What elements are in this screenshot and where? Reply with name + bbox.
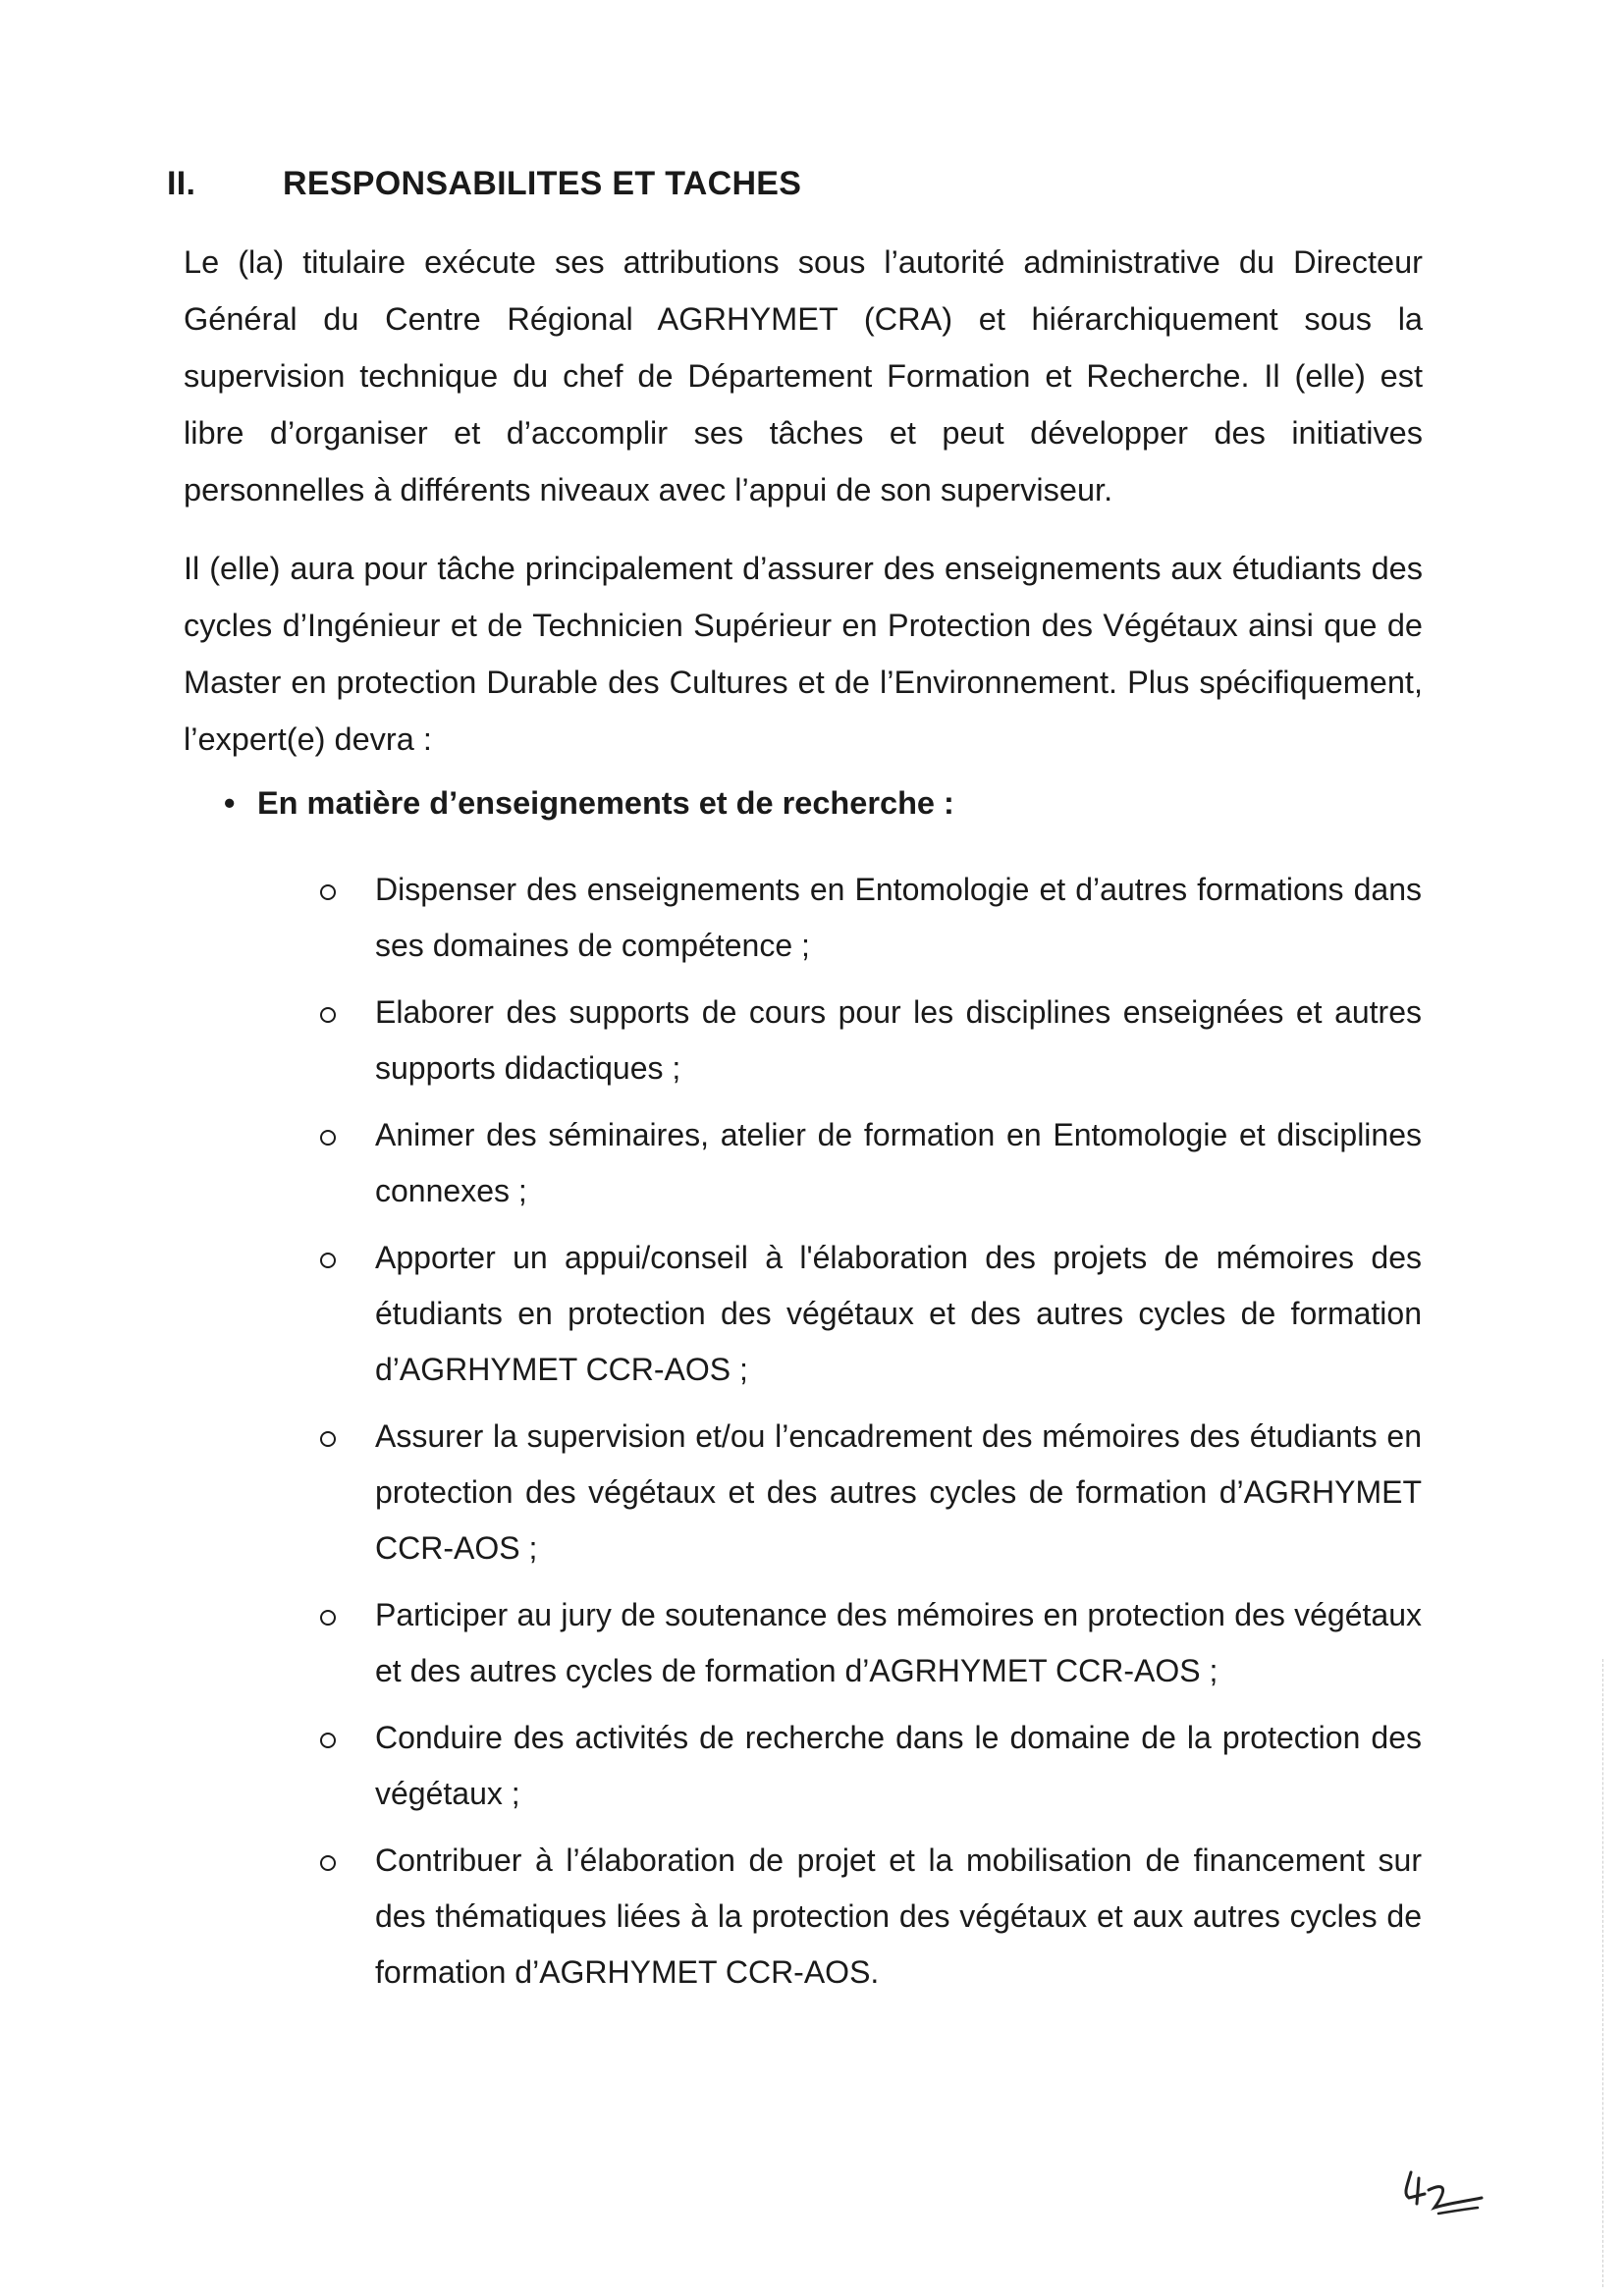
task-text: Conduire des activités de recherche dans le domaine de la protection des végétaux ; bbox=[375, 1720, 1422, 1811]
tasks-paragraph: Il (elle) aura pour tâche principalement d’assurer des enseignements aux étudiants des cycles d’Ingénieur et de Technicien Supérieur en Protection des Végétaux ainsi que de Master en protection Durable des Cultures et de l’Environnement. Plus spécifiquement, l’expert(e) devra : bbox=[184, 551, 1423, 757]
list-item bbox=[312, 1230, 1422, 1398]
list-item bbox=[312, 1587, 1422, 1699]
list-item bbox=[312, 985, 1422, 1096]
section-number: II. bbox=[167, 165, 196, 202]
task-text: Dispenser des enseignements en Entomologie et d’autres formations dans ses domaines de compétence ; bbox=[375, 872, 1422, 963]
task-text: Apporter un appui/conseil à l'élaboration des projets de mémoires des étudiants en protection des végétaux et des autres cycles de formation d’AGRHYMET CCR-AOS ; bbox=[375, 1240, 1422, 1387]
list-item bbox=[312, 1833, 1422, 2001]
hollow-bullet-icon bbox=[320, 1431, 336, 1447]
list-item bbox=[312, 1710, 1422, 1822]
section-title: RESPONSABILITES ET TACHES bbox=[283, 165, 802, 202]
task-text: Animer des séminaires, atelier de formation en Entomologie et disciplines connexes ; bbox=[375, 1117, 1422, 1208]
task-text: Participer au jury de soutenance des mémoires en protection des végétaux et des autres cycles de formation d’AGRHYMET CCR-AOS ; bbox=[375, 1597, 1422, 1688]
handwritten-initials-icon bbox=[1399, 2164, 1488, 2223]
hollow-bullet-icon bbox=[320, 1733, 336, 1748]
subsection-title: En matière d’enseignements et de recherche : bbox=[257, 785, 954, 821]
hollow-bullet-icon bbox=[320, 1007, 336, 1023]
task-text: Assurer la supervision et/ou l’encadrement des mémoires des étudiants en protection des végétaux et des autres cycles de formation d’AGRHYMET CCR-AOS ; bbox=[375, 1418, 1422, 1566]
hollow-bullet-icon bbox=[320, 1130, 336, 1146]
scan-edge-divider bbox=[1602, 1659, 1603, 2287]
list-item bbox=[312, 1409, 1422, 1576]
hollow-bullet-icon bbox=[320, 884, 336, 900]
subsection-bullet: • bbox=[224, 785, 236, 821]
subsection-heading bbox=[224, 785, 954, 822]
task-text: Elaborer des supports de cours pour les disciplines enseignées et autres supports didactiques ; bbox=[375, 994, 1422, 1086]
list-item bbox=[312, 862, 1422, 974]
hollow-bullet-icon bbox=[320, 1855, 336, 1871]
hollow-bullet-icon bbox=[320, 1253, 336, 1268]
intro-paragraph: Le (la) titulaire exécute ses attributions sous l’autorité administrative du Directeur Général du Centre Régional AGRHYMET (CRA) et hiérarchiquement sous la supervision technique du chef de Département Formation et Recherche. Il (elle) est libre d’organiser et d’accomplir ses tâches et peut développer des initiatives personnelles à différents niveaux avec l’appui de son superviseur. bbox=[184, 244, 1423, 507]
list-item bbox=[312, 1107, 1422, 1219]
task-text: Contribuer à l’élaboration de projet et la mobilisation de financement sur des thématiques liées à la protection des végétaux et aux autres cycles de formation d’AGRHYMET CCR-AOS. bbox=[375, 1842, 1422, 1990]
section-heading bbox=[167, 165, 801, 203]
hollow-bullet-icon bbox=[320, 1610, 336, 1626]
task-list bbox=[312, 862, 1422, 2011]
